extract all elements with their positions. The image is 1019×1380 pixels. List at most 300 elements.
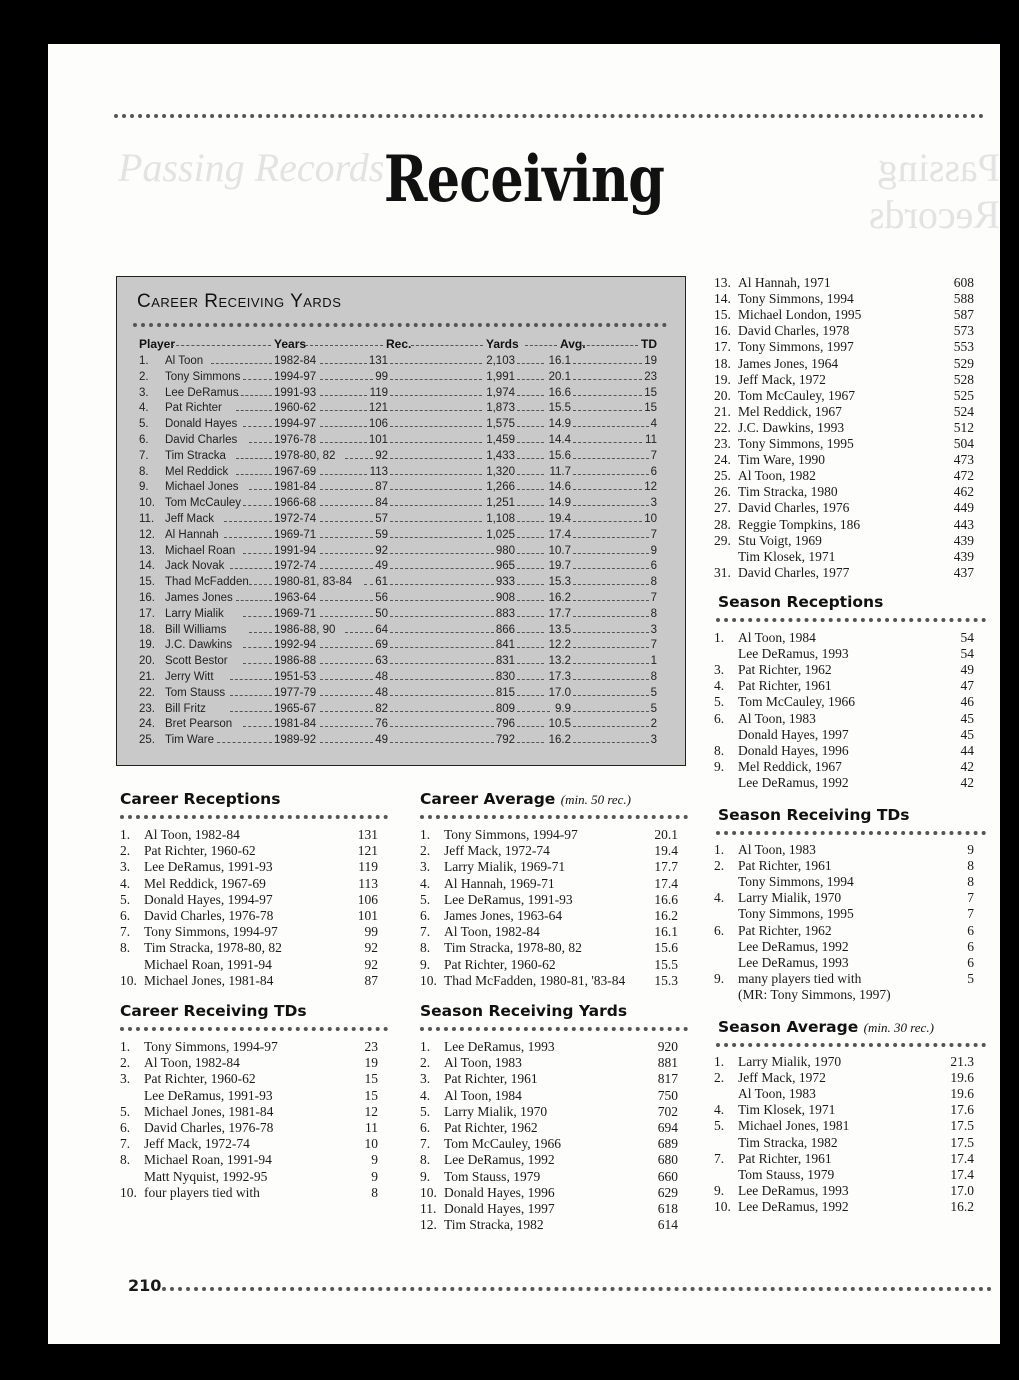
dashed-leader: [320, 442, 367, 443]
cell-yards: 809: [495, 702, 515, 715]
cell-average: 16.2: [548, 592, 571, 604]
cell-average: 17.4: [548, 528, 571, 541]
dashed-leader: [390, 711, 494, 712]
entry: David Charles, 1976-78: [144, 1120, 274, 1135]
dashed-leader: [390, 616, 494, 617]
dashed-leader: [517, 379, 544, 380]
value: 15: [364, 1071, 378, 1087]
dashed-leader: [230, 711, 272, 712]
career-yards-title: Career Receiving Yards: [137, 291, 342, 312]
rank: 22.: [714, 419, 731, 435]
dashed-leader: [320, 616, 373, 617]
entry: David Charles, 1978: [738, 323, 850, 339]
cell-player-name: Bill Williams: [165, 623, 227, 636]
cell-receptions: 48: [375, 671, 388, 683]
entry: Lee DeRamus, 1991-93: [144, 1087, 273, 1103]
cell-touchdowns: 7: [650, 592, 657, 604]
cell-rank: 5.: [139, 418, 149, 431]
cell-rank: 6.: [139, 434, 149, 446]
dashed-leader: [573, 726, 649, 727]
cell-touchdowns: 9: [650, 544, 657, 557]
value: 528: [953, 371, 974, 387]
dashed-leader: [390, 426, 482, 427]
cell-average: 16.6: [548, 386, 571, 399]
rank: 16.: [714, 323, 731, 339]
list-item: [120, 1039, 378, 1055]
value: 6: [967, 954, 974, 970]
cell-years: 1965-67: [274, 702, 317, 715]
dashed-leader: [390, 410, 482, 411]
value: 49: [960, 662, 974, 678]
list-item: [714, 404, 974, 420]
entry: Michael Roan, 1991-94: [144, 1152, 272, 1168]
dashed-leader: [582, 345, 638, 346]
value: 16.6: [654, 891, 678, 907]
season-average-title: Season Average (min. 30 rec.): [718, 1018, 934, 1036]
dashed-leader: [390, 505, 482, 506]
value: 443: [953, 516, 974, 532]
dashed-leader: [320, 521, 373, 522]
cell-receptions: 48: [375, 686, 388, 699]
cell-rank: 23.: [139, 702, 155, 715]
rank: 3.: [120, 859, 131, 875]
value: 11: [365, 1120, 378, 1135]
dashed-leader: [243, 505, 272, 506]
rank: 12.: [420, 1217, 437, 1233]
value: 92: [364, 956, 378, 972]
entry: Donald Hayes, 1996: [738, 742, 849, 758]
list-item: [120, 892, 378, 908]
value: 46: [960, 694, 974, 710]
list-item: [714, 743, 974, 759]
cell-rank: 18.: [139, 623, 155, 636]
value: 439: [953, 532, 974, 548]
value: 15.5: [654, 956, 678, 972]
entry: Tony Simmons, 1994: [738, 291, 854, 307]
cell-touchdowns: 6: [650, 465, 657, 478]
dashed-leader: [224, 521, 272, 522]
entry: David Charles, 1976-78: [144, 908, 274, 923]
cell-touchdowns: 10: [644, 513, 657, 525]
dashed-leader: [573, 647, 649, 648]
table-row: [139, 608, 659, 624]
table-row: [139, 545, 659, 561]
value: 113: [358, 875, 378, 891]
rank: 18.: [714, 355, 731, 371]
cell-years: 1963-64: [274, 592, 317, 604]
dashed-leader: [573, 553, 649, 554]
rank: 25.: [714, 468, 731, 484]
cell-yards: 792: [495, 734, 515, 747]
cell-yards: 830: [495, 671, 515, 683]
cell-receptions: 87: [375, 481, 388, 494]
dashed-leader: [573, 600, 649, 601]
rank: 4.: [714, 1102, 725, 1118]
list-item: [420, 940, 678, 956]
table-row: [139, 703, 659, 719]
value: 702: [657, 1103, 678, 1119]
rank: 1.: [714, 1054, 725, 1069]
rank: 5.: [120, 891, 131, 907]
dashed-leader: [517, 616, 544, 617]
rank: 21.: [714, 403, 731, 419]
career-receiving-yards-box: [116, 276, 686, 766]
column-header: Avg.: [560, 337, 586, 351]
dashed-leader: [320, 711, 373, 712]
list-item: [120, 1136, 378, 1152]
cell-touchdowns: 3: [650, 497, 657, 510]
dashed-leader: [390, 395, 482, 396]
list-item: [420, 957, 678, 973]
season-tds-title: Season Receiving TDs: [718, 806, 910, 824]
rank: 10.: [120, 972, 137, 988]
cell-average: 14.6: [548, 481, 571, 494]
rank: 10.: [714, 1198, 731, 1214]
cell-years: 1994-97: [274, 418, 317, 431]
rank: 2.: [420, 843, 431, 859]
dashed-leader: [364, 584, 373, 585]
rank: 10.: [420, 1184, 437, 1200]
value: 42: [960, 758, 974, 774]
table-row: [139, 418, 659, 434]
list-item: [420, 1169, 678, 1185]
top-dotted-rule: [114, 114, 984, 118]
dashed-leader: [517, 426, 544, 427]
cell-rank: 19.: [139, 639, 155, 652]
list-item: [420, 924, 678, 940]
dashed-leader: [517, 742, 544, 743]
value: 689: [657, 1136, 678, 1152]
cell-touchdowns: 15: [644, 386, 657, 399]
table-row: [139, 529, 659, 545]
dashed-leader: [305, 345, 383, 346]
list-item: [714, 1199, 974, 1215]
cell-rank: 22.: [139, 686, 155, 699]
table-row: [139, 371, 659, 387]
rank: 6.: [120, 908, 131, 923]
cell-player-name: Scott Bestor: [165, 655, 228, 668]
cell-player-name: Jack Novak: [165, 560, 225, 573]
entry: David Charles, 1976: [738, 500, 850, 516]
table-row: [139, 481, 659, 497]
rank: 1.: [714, 630, 725, 645]
dashed-leader: [517, 647, 544, 648]
career-tds-title: Career Receiving TDs: [120, 1002, 307, 1020]
rank: 5.: [714, 694, 725, 710]
value: 449: [953, 500, 974, 516]
value: 8: [967, 858, 974, 874]
dashed-leader: [320, 679, 373, 680]
value: 472: [953, 468, 974, 484]
rank: 4.: [420, 875, 431, 891]
cell-rank: 9.: [139, 481, 149, 494]
list-item: [420, 859, 678, 875]
dashed-leader: [517, 663, 544, 664]
cell-player-name: Bret Pearson: [165, 718, 233, 731]
list-item: [714, 890, 974, 906]
list-item: [714, 339, 974, 355]
rank: 3.: [120, 1071, 131, 1087]
entry: Donald Hayes, 1994-97: [144, 891, 273, 907]
dashed-leader: [573, 742, 649, 743]
list-item: [714, 858, 974, 874]
cell-receptions: 82: [375, 702, 388, 715]
cell-touchdowns: 5: [650, 686, 657, 699]
dashed-leader: [517, 410, 544, 411]
table-row: [139, 402, 659, 418]
list-item: [420, 1104, 678, 1120]
table-row: [139, 687, 659, 703]
value: 6: [967, 922, 974, 938]
dashed-leader: [320, 647, 373, 648]
cell-player-name: Tim Stracka: [165, 449, 226, 462]
dashed-leader: [320, 695, 373, 696]
value: 618: [657, 1201, 678, 1216]
value: 19.4: [654, 843, 678, 859]
entry: Al Toon, 1983: [738, 1086, 816, 1102]
value: 8: [967, 874, 974, 890]
dashed-leader: [517, 679, 544, 680]
value: 694: [657, 1120, 678, 1135]
cell-yards: 965: [495, 560, 515, 573]
entry: Al Toon, 1982-84: [144, 1055, 240, 1071]
cell-years: 1989-92: [274, 734, 317, 747]
cell-rank: 8.: [139, 465, 149, 478]
entry: Reggie Tompkins, 186: [738, 516, 861, 532]
cell-rank: 15.: [139, 576, 155, 589]
dashed-leader: [573, 379, 642, 380]
cell-yards: 980: [495, 544, 515, 557]
cell-player-name: Tom Stauss: [165, 686, 226, 699]
rank: 6.: [714, 710, 725, 726]
rank: 4.: [420, 1087, 431, 1103]
list-item: [714, 468, 974, 484]
cell-years: 1976-78: [274, 434, 317, 446]
value: 19.6: [950, 1070, 974, 1086]
dashed-leader: [320, 537, 373, 538]
dashed-leader: [390, 584, 494, 585]
value: 439: [953, 548, 974, 564]
bottom-dotted-rule: [162, 1287, 992, 1291]
list-item: [120, 908, 378, 924]
list-item: [420, 1152, 678, 1168]
rank: 24.: [714, 452, 731, 468]
rank: 13.: [714, 275, 731, 290]
cell-touchdowns: 7: [650, 449, 657, 462]
cell-yards: 1,433: [486, 449, 515, 462]
entry: Lee DeRamus, 1991-93: [444, 891, 573, 907]
dashed-leader: [249, 584, 272, 585]
cell-player-name: Tim Ware: [165, 734, 214, 747]
dashed-leader: [390, 521, 482, 522]
dashed-leader: [320, 553, 373, 554]
dashed-leader: [517, 474, 544, 475]
entry: Al Toon, 1983: [738, 710, 816, 726]
cell-receptions: 50: [375, 607, 388, 620]
list-item: [120, 940, 378, 956]
entry: Tom Stauss, 1979: [738, 1166, 835, 1182]
dashed-leader: [390, 363, 482, 364]
cell-touchdowns: 12: [644, 481, 657, 494]
cell-touchdowns: 23: [644, 370, 657, 383]
cell-rank: 21.: [139, 671, 155, 683]
list-item: [714, 678, 974, 694]
entry: Pat Richter, 1961: [738, 678, 832, 694]
season-tds-rule: [716, 831, 986, 835]
entry: Michael Jones, 1981-84: [144, 1103, 274, 1119]
rank: 5.: [420, 1103, 431, 1119]
list-item: [714, 420, 974, 436]
cell-yards: 831: [495, 655, 515, 668]
list-item: [714, 646, 974, 662]
dashed-leader: [517, 711, 550, 712]
list-item: [714, 1135, 974, 1151]
entry: Larry Mialik, 1969-71: [444, 859, 566, 875]
bleed-through-text-left: Passing Records: [118, 145, 385, 190]
rank: 2.: [120, 843, 131, 859]
value: 9: [967, 842, 974, 857]
value: 587: [953, 307, 974, 323]
list-item: [120, 957, 378, 973]
value: 437: [953, 564, 974, 580]
cell-touchdowns: 11: [645, 434, 657, 446]
rank: 9.: [420, 1168, 431, 1184]
cell-rank: 3.: [139, 386, 149, 399]
value: 23: [364, 1039, 378, 1054]
entry: Tony Simmons, 1995: [738, 436, 854, 451]
list-item: [420, 827, 678, 843]
value: 473: [953, 452, 974, 468]
page-number: 210: [128, 1276, 162, 1295]
cell-touchdowns: 5: [650, 702, 657, 715]
list-item: [714, 874, 974, 890]
rank: 3.: [714, 662, 725, 678]
rank: 8.: [120, 1152, 131, 1168]
dashed-leader: [230, 568, 272, 569]
list-item: [120, 1169, 378, 1185]
entry: Stu Voigt, 1969: [738, 532, 822, 548]
cell-rank: 2.: [139, 370, 149, 383]
value: 16.2: [950, 1198, 974, 1214]
list-item: [420, 1071, 678, 1087]
list-item: [714, 500, 974, 516]
list-item: [714, 275, 974, 291]
cell-player-name: Thad McFadden: [165, 576, 249, 589]
cell-player-name: Tony Simmons: [165, 370, 241, 383]
dashed-leader: [517, 458, 544, 459]
cell-yards: 1,873: [486, 402, 515, 415]
rank: 2.: [120, 1055, 131, 1071]
dashed-leader: [573, 458, 649, 459]
rank: 8.: [714, 742, 725, 758]
cell-yards: 1,025: [486, 528, 515, 541]
cell-years: 1982-84: [274, 355, 317, 367]
cell-years: 1980-81, 83-84: [274, 576, 353, 589]
entry: Al Toon, 1984: [444, 1087, 522, 1103]
list-item: [714, 906, 974, 922]
value: 119: [358, 859, 378, 875]
rank: 4.: [714, 890, 725, 906]
dashed-leader: [525, 345, 557, 346]
dashed-leader: [390, 742, 494, 743]
dashed-leader: [236, 600, 272, 601]
dashed-leader: [390, 568, 494, 569]
rank: 6.: [120, 1120, 131, 1135]
cell-yards: 1,251: [486, 497, 515, 510]
value: 629: [657, 1184, 678, 1200]
rank: 1.: [420, 827, 431, 842]
list-item: [420, 908, 678, 924]
career-tds-rule: [120, 1027, 388, 1031]
cell-player-name: Donald Hayes: [165, 418, 238, 431]
cell-receptions: 84: [375, 497, 388, 510]
cell-player-name: Michael Roan: [165, 544, 236, 557]
dashed-leader: [236, 410, 272, 411]
entry: Jeff Mack, 1972: [738, 371, 826, 387]
dashed-leader: [390, 458, 482, 459]
cell-years: 1977-79: [274, 686, 317, 699]
list-item: [714, 1054, 974, 1070]
cell-average: 16.2: [548, 734, 571, 747]
value: 504: [953, 436, 974, 451]
table-row: [139, 592, 659, 608]
value: 19: [364, 1055, 378, 1071]
dashed-leader: [573, 663, 649, 664]
dashed-leader: [573, 632, 649, 633]
cell-average: 12.2: [548, 639, 571, 652]
list-item: [714, 1102, 974, 1118]
rank: 7.: [120, 924, 131, 940]
entry: Jeff Mack, 1972-74: [444, 843, 550, 859]
entry: Jeff Mack, 1972: [738, 1070, 826, 1086]
value: 17.0: [950, 1182, 974, 1198]
cell-player-name: Jerry Witt: [165, 671, 214, 683]
list-item: [120, 1185, 378, 1201]
table-row: [139, 497, 659, 513]
value: 19.6: [950, 1086, 974, 1102]
value: 15: [364, 1087, 378, 1103]
cell-receptions: 61: [375, 576, 388, 589]
dashed-leader: [390, 695, 494, 696]
list-item: [714, 939, 974, 955]
cell-average: 14.4: [548, 434, 571, 446]
cell-yards: 866: [495, 623, 515, 636]
entry: many players tied with: [738, 970, 862, 986]
cell-receptions: 131: [368, 355, 388, 367]
list-item: [420, 1120, 678, 1136]
rank: 8.: [420, 1152, 431, 1168]
cell-average: 16.1: [548, 355, 571, 367]
rank: 7.: [120, 1136, 131, 1152]
cell-yards: 841: [495, 639, 515, 652]
table-row: [139, 624, 659, 640]
season-average-rule: [716, 1043, 986, 1047]
rank: 4.: [714, 678, 725, 694]
dashed-leader: [517, 600, 544, 601]
entry: Lee DeRamus, 1993: [738, 646, 849, 662]
rank: 9.: [714, 758, 725, 774]
value: 920: [657, 1039, 678, 1054]
bleed-through-text-right: Passing Records: [868, 145, 1000, 237]
entry: Michael Roan, 1991-94: [144, 956, 272, 972]
value: 131: [357, 827, 378, 842]
value: 573: [953, 323, 974, 339]
dashed-leader: [573, 363, 642, 364]
rank: 7.: [714, 1150, 725, 1166]
entry: David Charles, 1977: [738, 564, 850, 580]
cell-receptions: 49: [375, 734, 388, 747]
dashed-leader: [320, 726, 373, 727]
